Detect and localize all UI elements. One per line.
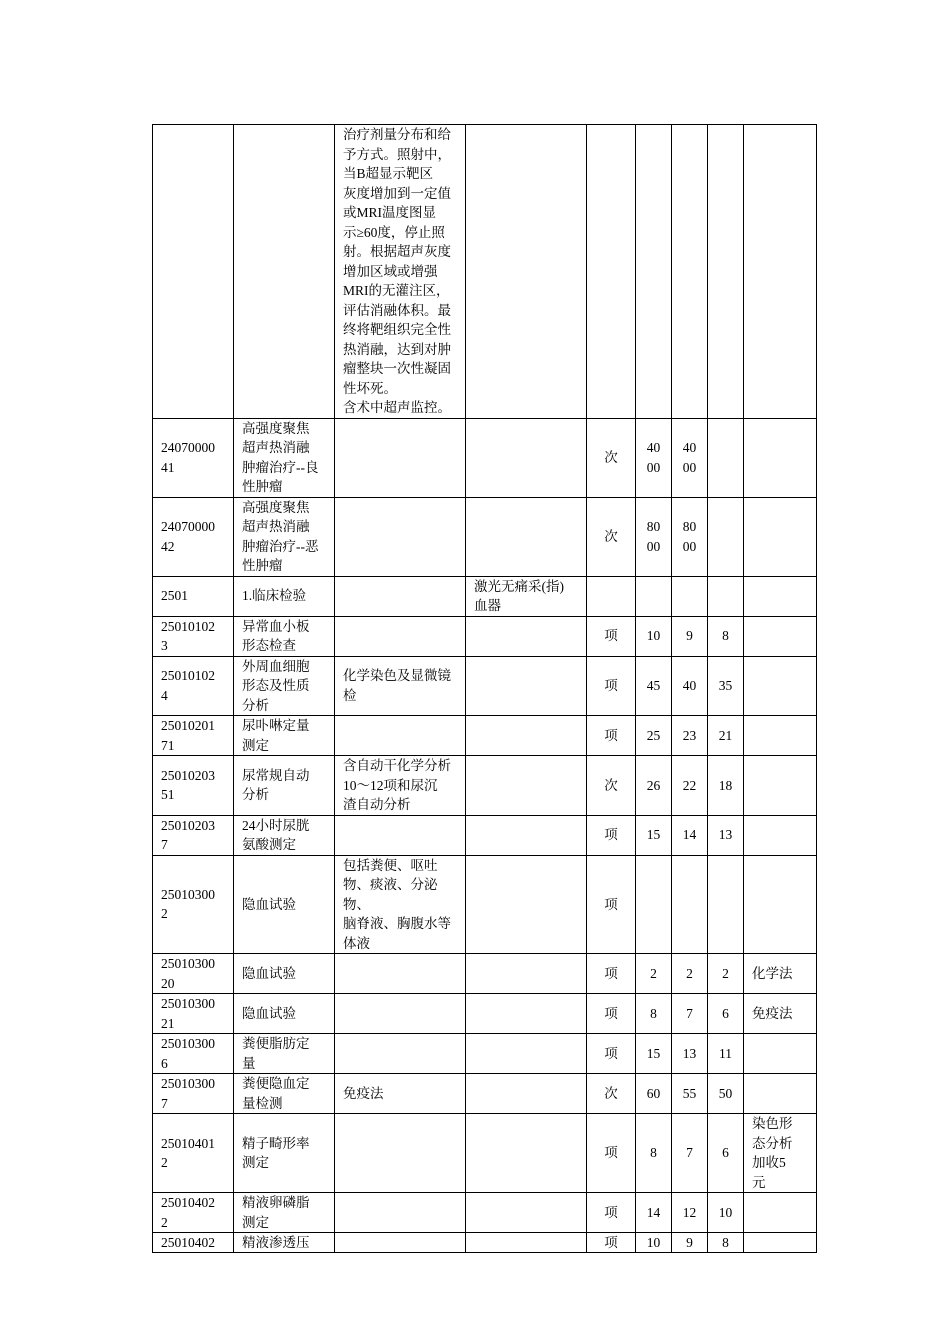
item-code-cell: 24070000 42	[153, 497, 234, 576]
excluded-items-cell	[466, 716, 587, 756]
note-cell	[744, 125, 817, 419]
excluded-items-cell	[466, 497, 587, 576]
item-code-cell	[153, 125, 234, 419]
note-cell	[744, 1034, 817, 1074]
price-level-1-cell: 45	[636, 656, 672, 716]
item-content-cell	[335, 616, 466, 656]
item-code-cell: 25010300 7	[153, 1074, 234, 1114]
item-name-cell: 粪便隐血定 量检测	[234, 1074, 335, 1114]
excluded-items-cell	[466, 756, 587, 816]
item-code-cell: 25010401 2	[153, 1114, 234, 1193]
item-code-cell: 25010300 6	[153, 1034, 234, 1074]
unit-cell: 项	[587, 1193, 636, 1233]
price-level-1-cell	[636, 125, 672, 419]
unit-cell: 项	[587, 855, 636, 954]
price-level-3-cell: 8	[708, 1233, 744, 1253]
table-row	[153, 125, 817, 419]
unit-cell: 项	[587, 815, 636, 855]
note-cell: 化学法	[744, 954, 817, 994]
price-level-2-cell: 12	[672, 1193, 708, 1233]
unit-cell: 项	[587, 1114, 636, 1193]
price-level-2-cell: 23	[672, 716, 708, 756]
item-content-cell: 包括粪便、呕吐 物、痰液、分泌物、 脑脊液、胸腹水等 体液	[335, 855, 466, 954]
item-content-cell	[335, 576, 466, 616]
note-cell	[744, 756, 817, 816]
excluded-items-cell	[466, 656, 587, 716]
price-level-2-cell: 14	[672, 815, 708, 855]
table-row	[153, 1034, 817, 1074]
table-row	[153, 616, 817, 656]
price-level-2-cell	[672, 855, 708, 954]
unit-cell: 项	[587, 616, 636, 656]
unit-cell: 项	[587, 994, 636, 1034]
price-level-2-cell	[672, 576, 708, 616]
price-level-2-cell: 9	[672, 616, 708, 656]
price-level-1-cell	[636, 855, 672, 954]
price-level-3-cell: 2	[708, 954, 744, 994]
table-row	[153, 756, 817, 816]
excluded-items-cell	[466, 855, 587, 954]
table-row	[153, 497, 817, 576]
price-level-3-cell: 18	[708, 756, 744, 816]
note-cell	[744, 815, 817, 855]
price-level-2-cell: 22	[672, 756, 708, 816]
item-content-cell: 治疗剂量分布和给 予方式。照射中， 当B超显示靶区 灰度增加到一定值 或MRI温度图显 示≥60度，停止照 射。根据超声灰度 增加区域或增强 MRI的无灌注区， 评估消融体积。最 终将靶组织完全性 热消融，达到对肿 瘤整块一次性凝固 性坏死。 含术中超声监控。	[335, 125, 466, 419]
excluded-items-cell	[466, 418, 587, 497]
item-content-cell	[335, 994, 466, 1034]
excluded-items-cell	[466, 125, 587, 419]
excluded-items-cell	[466, 815, 587, 855]
item-content-cell: 免疫法	[335, 1074, 466, 1114]
unit-cell	[587, 576, 636, 616]
note-cell: 免疫法	[744, 994, 817, 1034]
item-name-cell: 异常血小板 形态检查	[234, 616, 335, 656]
item-code-cell: 25010201 71	[153, 716, 234, 756]
item-code-cell: 25010102 4	[153, 656, 234, 716]
price-level-3-cell: 21	[708, 716, 744, 756]
item-name-cell: 精液渗透压	[234, 1233, 335, 1253]
excluded-items-cell	[466, 1034, 587, 1074]
price-level-3-cell	[708, 497, 744, 576]
price-level-2-cell	[672, 125, 708, 419]
excluded-items-cell: 激光无痛采(指) 血器	[466, 576, 587, 616]
unit-cell: 次	[587, 497, 636, 576]
item-code-cell: 25010102 3	[153, 616, 234, 656]
item-content-cell	[335, 815, 466, 855]
price-level-2-cell: 2	[672, 954, 708, 994]
table-body	[153, 125, 817, 1253]
price-level-2-cell: 55	[672, 1074, 708, 1114]
item-content-cell	[335, 1114, 466, 1193]
note-cell	[744, 1233, 817, 1253]
unit-cell: 次	[587, 756, 636, 816]
price-level-3-cell: 35	[708, 656, 744, 716]
price-level-3-cell	[708, 125, 744, 419]
price-level-1-cell: 8	[636, 1114, 672, 1193]
item-code-cell: 25010300 21	[153, 994, 234, 1034]
item-code-cell: 24070000 41	[153, 418, 234, 497]
price-level-3-cell	[708, 418, 744, 497]
item-name-cell: 高强度聚焦 超声热消融 肿瘤治疗--良 性肿瘤	[234, 418, 335, 497]
item-content-cell	[335, 1233, 466, 1253]
excluded-items-cell	[466, 1114, 587, 1193]
unit-cell: 项	[587, 716, 636, 756]
item-name-cell: 外周血细胞 形态及性质 分析	[234, 656, 335, 716]
price-level-3-cell: 11	[708, 1034, 744, 1074]
price-level-1-cell	[636, 576, 672, 616]
unit-cell: 项	[587, 656, 636, 716]
price-level-1-cell: 80 00	[636, 497, 672, 576]
price-level-1-cell: 15	[636, 1034, 672, 1074]
item-code-cell: 2501	[153, 576, 234, 616]
item-content-cell	[335, 497, 466, 576]
excluded-items-cell	[466, 1074, 587, 1114]
item-code-cell: 25010300 2	[153, 855, 234, 954]
note-cell	[744, 418, 817, 497]
price-level-1-cell: 2	[636, 954, 672, 994]
item-name-cell: 尿常规自动 分析	[234, 756, 335, 816]
fee-table	[152, 124, 817, 1253]
price-level-3-cell	[708, 576, 744, 616]
excluded-items-cell	[466, 1233, 587, 1253]
note-cell	[744, 576, 817, 616]
price-level-3-cell: 8	[708, 616, 744, 656]
price-level-1-cell: 60	[636, 1074, 672, 1114]
table-row	[153, 418, 817, 497]
table-row	[153, 815, 817, 855]
item-code-cell: 25010402	[153, 1233, 234, 1253]
price-level-3-cell	[708, 855, 744, 954]
price-level-1-cell: 14	[636, 1193, 672, 1233]
table-row	[153, 656, 817, 716]
table-row	[153, 1074, 817, 1114]
item-code-cell: 25010402 2	[153, 1193, 234, 1233]
price-level-2-cell: 7	[672, 1114, 708, 1193]
table-row	[153, 1114, 817, 1193]
item-content-cell	[335, 1034, 466, 1074]
price-level-1-cell: 40 00	[636, 418, 672, 497]
item-name-cell: 24小时尿胱 氨酸测定	[234, 815, 335, 855]
note-cell	[744, 1193, 817, 1233]
excluded-items-cell	[466, 616, 587, 656]
price-level-1-cell: 10	[636, 616, 672, 656]
price-level-2-cell: 7	[672, 994, 708, 1034]
price-level-1-cell: 8	[636, 994, 672, 1034]
table-row	[153, 855, 817, 954]
price-level-1-cell: 25	[636, 716, 672, 756]
price-level-1-cell: 15	[636, 815, 672, 855]
item-content-cell: 化学染色及显微镜 检	[335, 656, 466, 716]
price-level-3-cell: 6	[708, 1114, 744, 1193]
item-code-cell: 25010203 7	[153, 815, 234, 855]
note-cell	[744, 616, 817, 656]
item-content-cell	[335, 418, 466, 497]
price-level-2-cell: 40	[672, 656, 708, 716]
price-level-2-cell: 9	[672, 1233, 708, 1253]
item-name-cell: 隐血试验	[234, 954, 335, 994]
price-level-3-cell: 6	[708, 994, 744, 1034]
item-code-cell: 25010203 51	[153, 756, 234, 816]
item-name-cell: 1.临床检验	[234, 576, 335, 616]
item-content-cell: 含自动干化学分析 10～12项和尿沉 渣自动分析	[335, 756, 466, 816]
price-level-3-cell: 50	[708, 1074, 744, 1114]
unit-cell: 次	[587, 1074, 636, 1114]
table-row	[153, 1233, 817, 1253]
item-name-cell: 隐血试验	[234, 994, 335, 1034]
price-level-2-cell: 40 00	[672, 418, 708, 497]
item-name-cell: 精子畸形率 测定	[234, 1114, 335, 1193]
table-row	[153, 954, 817, 994]
excluded-items-cell	[466, 1193, 587, 1233]
note-cell	[744, 656, 817, 716]
price-level-1-cell: 10	[636, 1233, 672, 1253]
note-cell	[744, 1074, 817, 1114]
item-code-cell: 25010300 20	[153, 954, 234, 994]
price-level-1-cell: 26	[636, 756, 672, 816]
item-name-cell: 粪便脂肪定 量	[234, 1034, 335, 1074]
price-level-3-cell: 10	[708, 1193, 744, 1233]
price-level-3-cell: 13	[708, 815, 744, 855]
item-name-cell: 精液卵磷脂 测定	[234, 1193, 335, 1233]
note-cell	[744, 716, 817, 756]
note-cell: 染色形 态分析 加收5 元	[744, 1114, 817, 1193]
unit-cell: 项	[587, 954, 636, 994]
excluded-items-cell	[466, 954, 587, 994]
unit-cell: 项	[587, 1034, 636, 1074]
item-name-cell: 高强度聚焦 超声热消融 肿瘤治疗--恶 性肿瘤	[234, 497, 335, 576]
item-content-cell	[335, 1193, 466, 1233]
table-row	[153, 1193, 817, 1233]
item-name-cell: 尿卟啉定量 测定	[234, 716, 335, 756]
item-name-cell	[234, 125, 335, 419]
item-content-cell	[335, 716, 466, 756]
price-level-2-cell: 80 00	[672, 497, 708, 576]
unit-cell	[587, 125, 636, 419]
price-level-2-cell: 13	[672, 1034, 708, 1074]
table-row	[153, 716, 817, 756]
unit-cell: 项	[587, 1233, 636, 1253]
item-content-cell	[335, 954, 466, 994]
item-name-cell: 隐血试验	[234, 855, 335, 954]
unit-cell: 次	[587, 418, 636, 497]
table-row	[153, 994, 817, 1034]
note-cell	[744, 497, 817, 576]
excluded-items-cell	[466, 994, 587, 1034]
note-cell	[744, 855, 817, 954]
table-row	[153, 576, 817, 616]
